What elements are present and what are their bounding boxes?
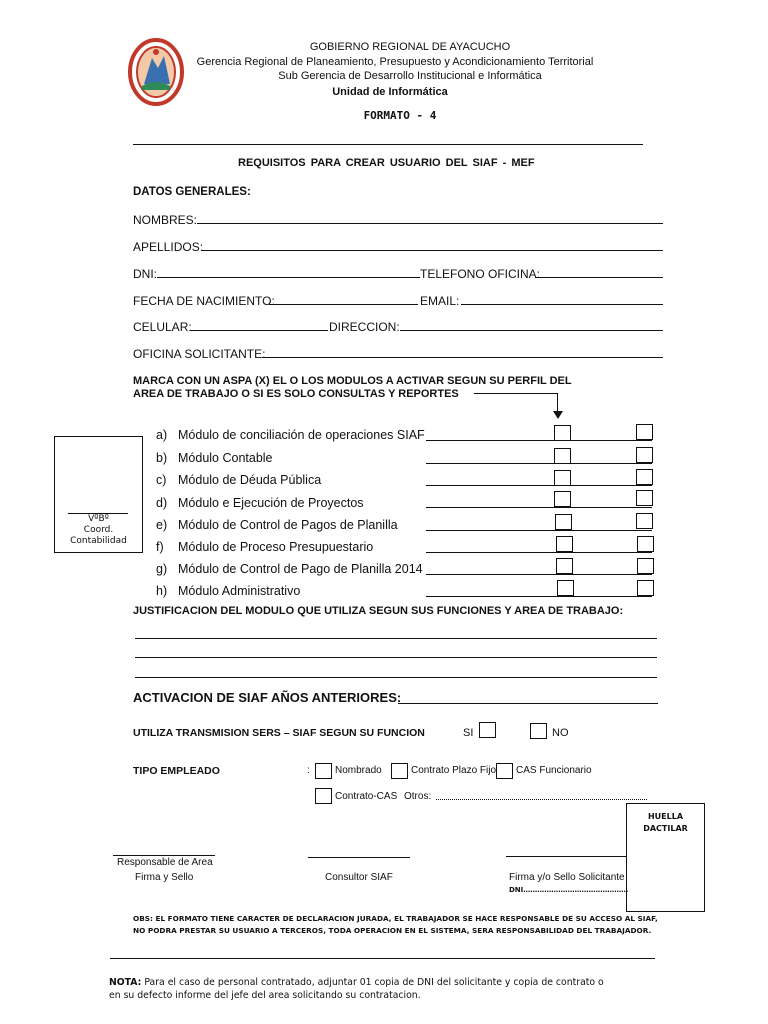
module-c-label: Módulo de Déuda Pública [178, 473, 322, 487]
responsable-area-label: Responsable de Area [117, 857, 213, 868]
header-line-2: Gerencia Regional de Planeamiento, Presupuesto y Acondicionamiento Territorial [196, 56, 594, 68]
module-f-line [426, 552, 652, 553]
module-e-line [426, 530, 652, 531]
transmision-si-checkbox[interactable] [479, 722, 496, 738]
module-b-line [426, 463, 652, 464]
module-h-line [426, 596, 652, 597]
contrato-plazo-fijo-checkbox[interactable] [391, 763, 408, 779]
activacion-field[interactable] [398, 703, 658, 704]
cas-funcionario-checkbox[interactable] [496, 763, 513, 779]
vobo-box [54, 436, 143, 553]
responsable-signature-line [113, 855, 215, 856]
formato-label: FORMATO - 4 [363, 109, 437, 122]
module-g-label: Módulo de Control de Pago de Planilla 2014 [178, 562, 423, 576]
nombrado-checkbox[interactable] [315, 763, 332, 779]
module-b-checkbox-2[interactable] [636, 447, 653, 463]
transmision-label: UTILIZA TRANSMISION SERS – SIAF SEGUN SU FUNCION [133, 727, 425, 739]
fecha-nacimiento-field[interactable] [269, 304, 418, 305]
module-c-checkbox-2[interactable] [636, 469, 653, 485]
module-e-letter: e) [156, 518, 168, 532]
header-line-4: Unidad de Informática [332, 86, 448, 98]
dni-field[interactable] [157, 277, 420, 278]
header-line-3: Sub Gerencia de Desarrollo Institucional e Informática [278, 70, 542, 82]
solicitante-dni-label: DNI……………………………………… [509, 886, 629, 894]
telefono-label: TELEFONO OFICINA: [420, 267, 541, 281]
oficina-solicitante-field[interactable] [262, 357, 663, 358]
module-e-checkbox-1[interactable] [555, 514, 572, 530]
nota-text-1: Para el caso de personal contratado, adjuntar 01 copia de DNI del solicitante y copia de contrato o [141, 977, 604, 988]
apellidos-label: APELLIDOS: [133, 240, 204, 254]
module-c-letter: c) [156, 473, 167, 487]
module-e-label: Módulo de Control de Pagos de Planilla [178, 518, 398, 532]
fecha-nacimiento-label: FECHA DE NACIMIENTO: [133, 294, 275, 308]
contrato-plazo-fijo-label: Contrato Plazo Fijo [411, 765, 497, 776]
module-a-label: Módulo de conciliación de operaciones SIAF [178, 428, 425, 442]
huella-dactilar-box [626, 803, 705, 912]
email-label: EMAIL: [420, 294, 460, 308]
direccion-label: DIRECCION: [329, 320, 400, 334]
otros-field[interactable] [436, 799, 647, 800]
module-g-letter: g) [156, 562, 168, 576]
module-g-checkbox-1[interactable] [556, 558, 573, 574]
justificacion-line-2[interactable] [135, 657, 657, 658]
celular-label: CELULAR: [133, 320, 192, 334]
module-d-line [426, 507, 652, 508]
module-c-line [426, 485, 652, 486]
vobo-coord-label: Coord. [83, 525, 114, 535]
module-h-checkbox-1[interactable] [557, 580, 574, 596]
otros-label: Otros: [404, 791, 432, 802]
vobo-label: VºBº [88, 514, 109, 524]
justificacion-line-3[interactable] [135, 677, 657, 678]
obs-line-2: NO PODRA PRESTAR SU USUARIO A TERCEROS, TODA OPERACION EN EL SISTEMA, SERA RESPONSABILIDAD DEL TRABAJADOR. [133, 926, 652, 935]
consultor-siaf-label: Consultor SIAF [325, 872, 393, 883]
justificacion-line-1[interactable] [135, 638, 657, 639]
header-divider [133, 144, 643, 145]
contrato-cas-checkbox[interactable] [315, 788, 332, 804]
module-h-checkbox-2[interactable] [637, 580, 654, 596]
footer-divider [110, 958, 655, 959]
module-h-label: Módulo Administrativo [178, 584, 301, 598]
marca-arrow-stem [557, 394, 558, 412]
tipo-empleado-colon: : [307, 765, 310, 776]
module-g-checkbox-2[interactable] [637, 558, 654, 574]
huella-label-1: HUELLA [647, 812, 684, 821]
module-h-letter: h) [156, 584, 168, 598]
transmision-no-checkbox[interactable] [530, 723, 547, 739]
huella-label-2: DACTILAR [643, 824, 688, 833]
responsable-firma-label: Firma y Sello [135, 872, 194, 883]
transmision-si-label: SI [463, 727, 474, 739]
email-field[interactable] [461, 304, 663, 305]
module-a-line [426, 440, 652, 441]
module-f-checkbox-1[interactable] [556, 536, 573, 552]
module-g-line [426, 574, 652, 575]
module-d-checkbox-1[interactable] [554, 491, 571, 507]
activacion-heading: ACTIVACION DE SIAF AÑOS ANTERIORES: [133, 690, 402, 705]
obs-line-1: OBS: EL FORMATO TIENE CARACTER DE DECLARACION JURADA, EL TRABAJADOR SE HACE RESPONSABLE DE SU ACCESO AL SIAF, [133, 914, 658, 923]
nombres-field[interactable] [197, 223, 663, 224]
vobo-contabilidad-label: Contabilidad [70, 536, 127, 546]
nombrado-label: Nombrado [335, 765, 382, 776]
module-a-checkbox-2[interactable] [636, 424, 653, 440]
module-b-label: Módulo Contable [178, 451, 273, 465]
transmision-no-label: NO [552, 727, 569, 739]
header-line-1: GOBIERNO REGIONAL DE AYACUCHO [309, 41, 511, 53]
nota-line-1 [109, 977, 604, 988]
celular-field[interactable] [190, 330, 328, 331]
module-f-label: Módulo de Proceso Presupuestario [178, 540, 374, 554]
module-f-letter: f) [156, 540, 164, 554]
solicitante-firma-label: Firma y/o Sello Solicitante [509, 872, 625, 883]
cas-funcionario-label: CAS Funcionario [516, 765, 592, 776]
module-e-checkbox-2[interactable] [636, 513, 653, 529]
dni-label: DNI: [133, 267, 157, 281]
marca-arrow-line [474, 393, 558, 394]
nota-line-2: en su defecto informe del jefe del area solicitando su contratacion. [109, 990, 421, 1001]
module-a-letter: a) [156, 428, 168, 442]
solicitante-signature-line [506, 856, 626, 857]
module-b-letter: b) [156, 451, 168, 465]
module-a-checkbox-1[interactable] [554, 425, 571, 441]
oficina-solicitante-label: OFICINA SOLICITANTE: [133, 347, 266, 361]
apellidos-field[interactable] [201, 250, 663, 251]
module-c-checkbox-1[interactable] [554, 470, 571, 486]
arrow-down-icon [553, 411, 563, 419]
marca-instruction-line-2: AREA DE TRABAJO O SI ES SOLO CONSULTAS Y REPORTES [133, 388, 459, 400]
contrato-cas-label: Contrato-CAS [335, 791, 398, 802]
tipo-empleado-label: TIPO EMPLEADO [133, 765, 220, 777]
consultor-signature-line [308, 857, 410, 858]
nombres-label: NOMBRES: [133, 213, 198, 227]
module-d-letter: d) [156, 496, 168, 510]
module-b-checkbox-1[interactable] [554, 448, 571, 464]
direccion-field[interactable] [400, 330, 663, 331]
datos-generales-heading: DATOS GENERALES: [133, 186, 251, 198]
justificacion-heading: JUSTIFICACION DEL MODULO QUE UTILIZA SEGUN SUS FUNCIONES Y AREA DE TRABAJO: [133, 605, 624, 617]
nota-label: NOTA: [109, 977, 142, 988]
module-d-label: Módulo e Ejecución de Proyectos [178, 496, 364, 510]
regional-seal-logo [128, 38, 184, 106]
telefono-field[interactable] [535, 277, 663, 278]
form-title: REQUISITOS PARA CREAR USUARIO DEL SIAF - MEF [238, 157, 535, 169]
module-d-checkbox-2[interactable] [636, 490, 653, 506]
module-f-checkbox-2[interactable] [637, 536, 654, 552]
marca-instruction-line-1: MARCA CON UN ASPA (X) EL O LOS MODULOS A ACTIVAR SEGUN SU PERFIL DEL [133, 375, 572, 387]
